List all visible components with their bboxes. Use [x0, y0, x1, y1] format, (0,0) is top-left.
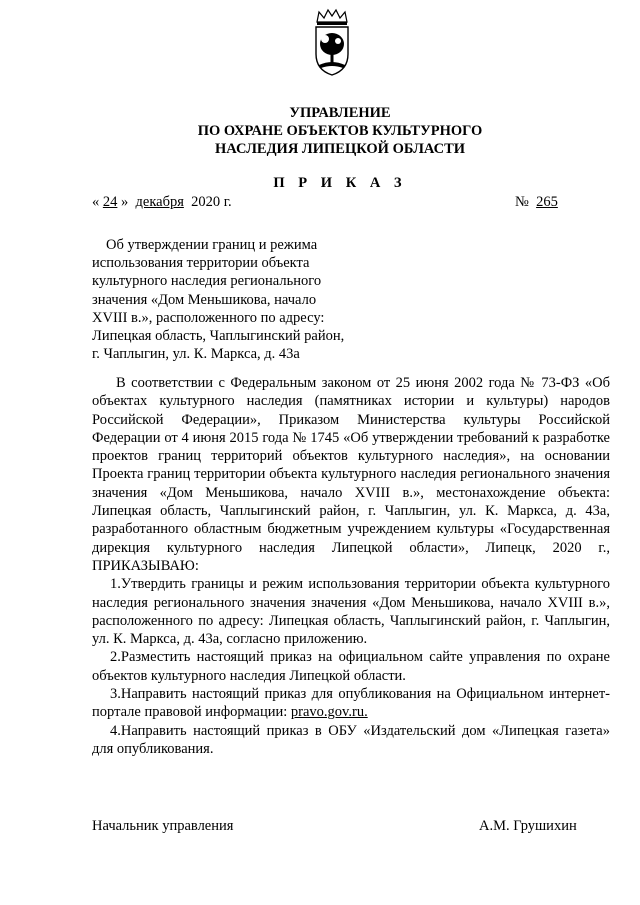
number-value: 265 — [536, 194, 558, 210]
subject-line: г. Чаплыгин, ул. К. Маркса, д. 43а — [92, 346, 300, 363]
date-close-quote: » — [121, 194, 129, 210]
order-item-4: 4.Направить настоящий приказ в ОБУ «Издательский дом «Липецкая газета» для опубликования. — [92, 722, 610, 757]
authority-name — [0, 104, 640, 158]
order-item-1: 1.Утвердить границы и режим использования территории объекта культурного наследия регионального значения значения «Дом Меньшикова, начало XVIII в.», расположенного по адресу: Липецкая область, Чаплыгинский район, г. Чаплыгин, ул. К. Маркса, д. 43а, согласно приложению. — [92, 576, 610, 648]
subject-line: Об утверждении границ и режима — [106, 237, 318, 253]
order-number — [515, 194, 558, 211]
subject-line: культурного наследия регионального — [92, 273, 322, 290]
authority-line-1: УПРАВЛЕНИЕ — [289, 105, 391, 121]
authority-line-2: ПО ОХРАНЕ ОБЪЕКТОВ КУЛЬТУРНОГО — [197, 123, 483, 139]
authority-line-3: НАСЛЕДИЯ ЛИПЕЦКОЙ ОБЛАСТИ — [214, 141, 466, 157]
order-item-2: 2.Разместить настоящий приказ на официальном сайте управления по охране объектов культурного наследия Липецкой области. — [92, 649, 610, 684]
subject-line: Липецкая область, Чаплыгинский район, — [92, 328, 345, 345]
order-body — [92, 374, 610, 758]
subject-line: использования территории объекта — [92, 255, 310, 272]
pravo-gov-link[interactable]: pravo.gov.ru. — [290, 704, 368, 721]
date-day: 24 — [102, 194, 118, 210]
coat-of-arms-icon — [309, 8, 355, 78]
signatory-name: А.М. Грушихин — [479, 818, 577, 834]
date-year: 2020 г. — [191, 194, 232, 210]
order-subject — [92, 236, 392, 363]
signatory-position: Начальник управления — [92, 818, 234, 834]
number-sign: № — [515, 194, 529, 210]
order-item-3-text: 3.Направить настоящий приказ для опубликования на Официальном интернет-портале правовой информации: — [92, 686, 610, 721]
document-type-title: П Р И К А З — [273, 175, 407, 191]
order-date — [92, 194, 232, 211]
subject-line: значения «Дом Меньшикова, начало — [92, 291, 317, 308]
date-month: декабря — [135, 194, 184, 210]
date-open-quote: « — [92, 194, 100, 210]
preamble-paragraph: В соответствии с Федеральным законом от 25 июня 2002 года № 73-ФЗ «Об объектах культурного наследия (памятниках истории и культуры) народов Российской Федерации», Приказом Министерства культуры Российской Федерации от 4 июня 2015 года № 1745 «Об утверждении требований к разработке проектов границ территорий объектов культурного наследия», на основании Проекта границ территории объекта культурного наследия регионального значения значения «Дом Меньшикова, начало XVIII в.», местонахождение объекта: Липецкая область, Чаплыгинский район, г. Чаплыгин, ул. К. Маркса, д. 43а, разработанного областным бюджетным учреждением культуры «Государственная дирекция культурного наследия Липецкой области», Липецк, 2020 г., ПРИКАЗЫВАЮ: — [92, 375, 610, 574]
order-item-3 — [92, 685, 610, 722]
subject-line: XVIII в.», расположенного по адресу: — [92, 309, 325, 326]
